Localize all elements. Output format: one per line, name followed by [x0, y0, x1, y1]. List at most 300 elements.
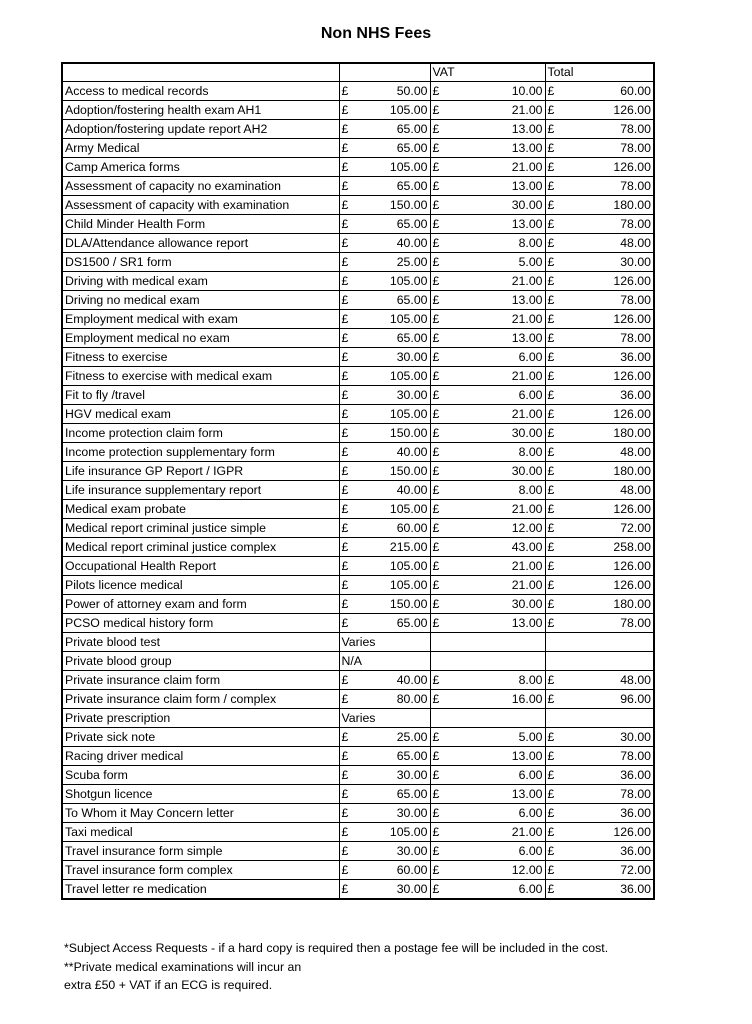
fee-total-cell — [545, 101, 654, 120]
currency-symbol: £ — [432, 787, 440, 801]
currency-symbol: £ — [432, 312, 440, 326]
fee-item-name: Driving no medical exam — [62, 291, 339, 310]
currency-symbol: £ — [341, 407, 349, 421]
fee-total-cell — [545, 804, 654, 823]
note-ecg-line-2: extra £50 + VAT if an ECG is required. — [64, 978, 273, 992]
fee-cost-cell — [339, 462, 430, 481]
currency-symbol: £ — [432, 768, 440, 782]
currency-symbol: £ — [341, 350, 349, 364]
currency-symbol: £ — [547, 350, 555, 364]
fee-vat-value: 13.00 — [511, 616, 543, 630]
fee-total-cell — [545, 785, 654, 804]
fee-cost-value: 30.00 — [396, 350, 428, 364]
currency-symbol: £ — [547, 103, 555, 117]
fee-vat-cell — [430, 595, 545, 614]
fee-cost-value: 150.00 — [389, 198, 428, 212]
table-row — [62, 709, 654, 728]
header-cost — [339, 63, 430, 82]
fee-item-name: To Whom it May Concern letter — [62, 804, 339, 823]
fee-cost-cell — [339, 405, 430, 424]
fee-total-value: 126.00 — [613, 312, 651, 326]
fee-vat-value: 30.00 — [511, 426, 543, 440]
fee-cost-cell — [339, 424, 430, 443]
fee-total-cell — [545, 177, 654, 196]
fee-vat-value: 21.00 — [511, 825, 543, 839]
fee-item-name: Life insurance supplementary report — [62, 481, 339, 500]
currency-symbol: £ — [547, 521, 555, 535]
table-row — [62, 538, 654, 557]
fee-total-value: 258.00 — [613, 540, 651, 554]
fee-total-value: 126.00 — [613, 578, 651, 592]
fee-vat-cell — [430, 519, 545, 538]
fee-vat-cell — [430, 690, 545, 709]
fee-vat-value: 43.00 — [511, 540, 543, 554]
fee-total-cell — [545, 253, 654, 272]
fee-item-name: DLA/Attendance allowance report — [62, 234, 339, 253]
currency-symbol: £ — [547, 806, 555, 820]
fee-item-name: Medical report criminal justice complex — [62, 538, 339, 557]
fee-vat-cell — [430, 310, 545, 329]
fee-vat-cell — [430, 728, 545, 747]
fee-vat-value: 13.00 — [511, 141, 543, 155]
fee-cost-value: 30.00 — [396, 806, 428, 820]
fee-cost-cell — [339, 310, 430, 329]
fee-item-name: Income protection claim form — [62, 424, 339, 443]
currency-symbol: £ — [341, 540, 349, 554]
fee-vat-cell — [430, 367, 545, 386]
currency-symbol: £ — [547, 369, 555, 383]
currency-symbol: £ — [432, 274, 440, 288]
fee-vat-cell — [430, 291, 545, 310]
currency-symbol: £ — [341, 217, 349, 231]
currency-symbol: £ — [547, 483, 555, 497]
currency-symbol: £ — [341, 179, 349, 193]
currency-symbol: £ — [432, 673, 440, 687]
currency-symbol: £ — [432, 350, 440, 364]
table-row — [62, 158, 654, 177]
fee-cost-cell — [339, 272, 430, 291]
fee-vat-cell — [430, 348, 545, 367]
fee-vat-value: 21.00 — [511, 578, 543, 592]
fee-vat-cell — [430, 329, 545, 348]
fee-item-name: HGV medical exam — [62, 405, 339, 424]
fee-item-name: Private prescription — [62, 709, 339, 728]
table-row — [62, 519, 654, 538]
currency-symbol: £ — [341, 787, 349, 801]
currency-symbol: £ — [432, 521, 440, 535]
fee-vat-cell — [430, 386, 545, 405]
currency-symbol: £ — [341, 122, 349, 136]
currency-symbol: £ — [341, 198, 349, 212]
fee-total-cell — [545, 272, 654, 291]
fee-vat-value: 8.00 — [518, 445, 543, 459]
fee-cost-cell — [339, 139, 430, 158]
fee-vat-cell — [430, 215, 545, 234]
fee-cost-cell — [339, 766, 430, 785]
fee-item-name: Power of attorney exam and form — [62, 595, 339, 614]
note-subject-access: *Subject Access Requests - if a hard copy is required then a postage fee will be included in the cost. — [64, 941, 609, 955]
header-item — [62, 63, 339, 82]
fee-cost-value: 105.00 — [389, 312, 428, 326]
currency-symbol: £ — [341, 578, 349, 592]
fee-vat-cell — [430, 405, 545, 424]
fee-cost-cell — [339, 481, 430, 500]
fee-cost-value: 65.00 — [396, 141, 428, 155]
currency-symbol: £ — [432, 198, 440, 212]
fee-cost-value: 150.00 — [389, 426, 428, 440]
fee-total-value: 180.00 — [613, 198, 651, 212]
fee-vat-value: 6.00 — [518, 806, 543, 820]
fee-cost-cell — [339, 253, 430, 272]
fee-cost-cell — [339, 804, 430, 823]
currency-symbol: £ — [341, 730, 349, 744]
currency-symbol: £ — [341, 673, 349, 687]
table-row — [62, 861, 654, 880]
currency-symbol: £ — [341, 331, 349, 345]
fee-cost-value: 65.00 — [396, 217, 428, 231]
fee-total-value: 48.00 — [620, 236, 651, 250]
table-row — [62, 823, 654, 842]
currency-symbol: £ — [432, 730, 440, 744]
fee-vat-value: 21.00 — [511, 407, 543, 421]
fee-total-cell — [545, 595, 654, 614]
fee-vat-value: 6.00 — [518, 388, 543, 402]
table-row — [62, 272, 654, 291]
currency-symbol: £ — [432, 331, 440, 345]
fee-vat-empty — [430, 709, 545, 728]
table-row — [62, 367, 654, 386]
currency-symbol: £ — [547, 198, 555, 212]
table-row — [62, 671, 654, 690]
fee-total-cell — [545, 462, 654, 481]
fee-vat-cell — [430, 747, 545, 766]
currency-symbol: £ — [547, 293, 555, 307]
fee-cost-cell — [339, 557, 430, 576]
table-row — [62, 652, 654, 671]
currency-symbol: £ — [547, 882, 555, 896]
fee-cost-value: 40.00 — [396, 445, 428, 459]
fee-cost-cell — [339, 576, 430, 595]
fee-vat-cell — [430, 861, 545, 880]
fee-vat-cell — [430, 481, 545, 500]
fee-item-name: Assessment of capacity no examination — [62, 177, 339, 196]
fee-cost-value: 65.00 — [396, 293, 428, 307]
currency-symbol: £ — [341, 521, 349, 535]
fee-cost-cell — [339, 291, 430, 310]
currency-symbol: £ — [341, 312, 349, 326]
fee-item-name: Medical report criminal justice simple — [62, 519, 339, 538]
fee-item-name: Child Minder Health Form — [62, 215, 339, 234]
table-row — [62, 120, 654, 139]
currency-symbol: £ — [432, 369, 440, 383]
currency-symbol: £ — [547, 407, 555, 421]
table-row — [62, 842, 654, 861]
fee-cost-cell — [339, 861, 430, 880]
fee-vat-value: 13.00 — [511, 179, 543, 193]
fee-cost-cell — [339, 215, 430, 234]
fee-vat-cell — [430, 234, 545, 253]
fees-table-body — [62, 63, 654, 899]
currency-symbol: £ — [547, 84, 555, 98]
currency-symbol: £ — [547, 559, 555, 573]
fee-total-cell — [545, 386, 654, 405]
fee-vat-empty — [430, 652, 545, 671]
table-row — [62, 405, 654, 424]
fee-item-name: Travel insurance form complex — [62, 861, 339, 880]
currency-symbol: £ — [547, 540, 555, 554]
currency-symbol: £ — [432, 825, 440, 839]
table-row — [62, 785, 654, 804]
fee-cost-value: 65.00 — [396, 331, 428, 345]
currency-symbol: £ — [341, 502, 349, 516]
fee-item-name: Camp America forms — [62, 158, 339, 177]
fee-vat-cell — [430, 101, 545, 120]
currency-symbol: £ — [547, 236, 555, 250]
fee-vat-value: 21.00 — [511, 559, 543, 573]
table-row — [62, 614, 654, 633]
fee-cost-cell — [339, 538, 430, 557]
fee-cost-value: 150.00 — [389, 464, 428, 478]
fee-cost-value: 105.00 — [389, 369, 428, 383]
currency-symbol: £ — [341, 768, 349, 782]
fee-vat-value: 21.00 — [511, 160, 543, 174]
fee-vat-value: 5.00 — [518, 255, 543, 269]
table-row — [62, 690, 654, 709]
currency-symbol: £ — [341, 160, 349, 174]
fee-item-name: Travel letter re medication — [62, 880, 339, 900]
fee-item-name: Fitness to exercise with medical exam — [62, 367, 339, 386]
fee-vat-value: 21.00 — [511, 502, 543, 516]
table-row — [62, 481, 654, 500]
fee-total-cell — [545, 557, 654, 576]
currency-symbol: £ — [432, 882, 440, 896]
fee-total-cell — [545, 310, 654, 329]
fee-item-name: Shotgun licence — [62, 785, 339, 804]
fee-vat-value: 21.00 — [511, 312, 543, 326]
table-row — [62, 443, 654, 462]
table-row — [62, 291, 654, 310]
currency-symbol: £ — [341, 388, 349, 402]
currency-symbol: £ — [432, 749, 440, 763]
currency-symbol: £ — [341, 597, 349, 611]
currency-symbol: £ — [341, 293, 349, 307]
fee-vat-cell — [430, 614, 545, 633]
fee-cost-cell — [339, 120, 430, 139]
fee-vat-cell — [430, 177, 545, 196]
fee-cost-cell — [339, 367, 430, 386]
fee-item-name: DS1500 / SR1 form — [62, 253, 339, 272]
currency-symbol: £ — [547, 749, 555, 763]
fee-vat-value: 16.00 — [511, 692, 543, 706]
fee-item-name: Taxi medical — [62, 823, 339, 842]
fee-item-name: Income protection supplementary form — [62, 443, 339, 462]
fee-cost-cell — [339, 519, 430, 538]
fees-table — [61, 62, 655, 900]
table-row — [62, 234, 654, 253]
fee-cost-value: 30.00 — [396, 844, 428, 858]
currency-symbol: £ — [432, 863, 440, 877]
fee-vat-value: 13.00 — [511, 787, 543, 801]
currency-symbol: £ — [341, 141, 349, 155]
table-row — [62, 215, 654, 234]
currency-symbol: £ — [547, 160, 555, 174]
fee-cost-cell — [339, 196, 430, 215]
currency-symbol: £ — [547, 388, 555, 402]
fee-vat-value: 6.00 — [518, 844, 543, 858]
fee-cost-cell — [339, 823, 430, 842]
fee-cost-value: 30.00 — [396, 388, 428, 402]
table-row — [62, 139, 654, 158]
fee-item-name: Racing driver medical — [62, 747, 339, 766]
fee-cost-value: 105.00 — [389, 825, 428, 839]
table-row — [62, 253, 654, 272]
fee-total-value: 36.00 — [620, 768, 651, 782]
fee-total-empty — [545, 633, 654, 652]
currency-symbol: £ — [547, 502, 555, 516]
currency-symbol: £ — [341, 84, 349, 98]
fee-item-name: Adoption/fostering update report AH2 — [62, 120, 339, 139]
fee-cost-text: N/A — [339, 652, 430, 671]
fee-cost-value: 60.00 — [396, 863, 428, 877]
fee-total-value: 126.00 — [613, 274, 651, 288]
fee-cost-value: 40.00 — [396, 483, 428, 497]
fee-cost-value: 40.00 — [396, 236, 428, 250]
currency-symbol: £ — [547, 445, 555, 459]
fee-vat-cell — [430, 424, 545, 443]
fee-total-value: 78.00 — [620, 141, 651, 155]
currency-symbol: £ — [432, 844, 440, 858]
currency-symbol: £ — [432, 445, 440, 459]
currency-symbol: £ — [547, 331, 555, 345]
fee-cost-value: 65.00 — [396, 616, 428, 630]
currency-symbol: £ — [547, 863, 555, 877]
fee-total-value: 48.00 — [620, 673, 651, 687]
currency-symbol: £ — [547, 673, 555, 687]
fee-item-name: Employment medical with exam — [62, 310, 339, 329]
fee-cost-value: 105.00 — [389, 160, 428, 174]
currency-symbol: £ — [547, 730, 555, 744]
fee-item-name: Occupational Health Report — [62, 557, 339, 576]
fee-cost-cell — [339, 785, 430, 804]
fee-vat-value: 12.00 — [511, 521, 543, 535]
fee-cost-cell — [339, 348, 430, 367]
page-title: Non NHS Fees — [320, 25, 432, 42]
fee-vat-cell — [430, 272, 545, 291]
table-row — [62, 500, 654, 519]
fee-vat-cell — [430, 82, 545, 101]
currency-symbol: £ — [432, 502, 440, 516]
table-row — [62, 633, 654, 652]
currency-symbol: £ — [432, 293, 440, 307]
currency-symbol: £ — [432, 597, 440, 611]
table-row — [62, 177, 654, 196]
fee-cost-value: 105.00 — [389, 407, 428, 421]
currency-symbol: £ — [432, 806, 440, 820]
fee-vat-value: 13.00 — [511, 217, 543, 231]
currency-symbol: £ — [341, 274, 349, 288]
header-vat: VAT — [430, 63, 545, 82]
fee-vat-cell — [430, 500, 545, 519]
currency-symbol: £ — [432, 103, 440, 117]
fee-cost-value: 60.00 — [396, 521, 428, 535]
currency-symbol: £ — [547, 597, 555, 611]
table-row — [62, 462, 654, 481]
currency-symbol: £ — [547, 844, 555, 858]
fee-total-value: 78.00 — [620, 787, 651, 801]
fee-cost-cell — [339, 880, 430, 900]
fee-vat-value: 30.00 — [511, 464, 543, 478]
currency-symbol: £ — [547, 578, 555, 592]
fee-cost-cell — [339, 728, 430, 747]
table-row — [62, 348, 654, 367]
fee-total-value: 126.00 — [613, 103, 651, 117]
fee-cost-text: Varies — [339, 633, 430, 652]
fee-total-cell — [545, 424, 654, 443]
fee-cost-cell — [339, 671, 430, 690]
currency-symbol: £ — [547, 274, 555, 288]
fee-cost-value: 65.00 — [396, 749, 428, 763]
fee-vat-empty — [430, 633, 545, 652]
fee-vat-value: 30.00 — [511, 597, 543, 611]
fee-cost-value: 25.00 — [396, 255, 428, 269]
fee-total-value: 78.00 — [620, 217, 651, 231]
fee-item-name: Private insurance claim form — [62, 671, 339, 690]
currency-symbol: £ — [341, 426, 349, 440]
fee-total-value: 126.00 — [613, 160, 651, 174]
table-row — [62, 329, 654, 348]
fee-item-name: Private blood group — [62, 652, 339, 671]
currency-symbol: £ — [547, 768, 555, 782]
table-row — [62, 595, 654, 614]
table-row — [62, 424, 654, 443]
fee-cost-value: 105.00 — [389, 103, 428, 117]
fee-cost-value: 105.00 — [389, 274, 428, 288]
fee-total-cell — [545, 158, 654, 177]
currency-symbol: £ — [341, 236, 349, 250]
fee-total-cell — [545, 500, 654, 519]
fee-vat-value: 6.00 — [518, 768, 543, 782]
fee-vat-cell — [430, 880, 545, 900]
fee-total-cell — [545, 690, 654, 709]
fee-cost-cell — [339, 234, 430, 253]
fee-total-cell — [545, 367, 654, 386]
fee-total-value: 180.00 — [613, 426, 651, 440]
fee-vat-value: 30.00 — [511, 198, 543, 212]
fee-total-value: 180.00 — [613, 464, 651, 478]
fee-total-value: 30.00 — [620, 730, 651, 744]
fee-item-name: Employment medical no exam — [62, 329, 339, 348]
fee-vat-cell — [430, 576, 545, 595]
fee-total-cell — [545, 747, 654, 766]
currency-symbol: £ — [432, 464, 440, 478]
currency-symbol: £ — [547, 122, 555, 136]
fee-total-value: 78.00 — [620, 331, 651, 345]
table-row — [62, 310, 654, 329]
fee-total-value: 78.00 — [620, 616, 651, 630]
currency-symbol: £ — [547, 787, 555, 801]
fee-total-value: 30.00 — [620, 255, 651, 269]
fee-vat-cell — [430, 785, 545, 804]
fee-cost-value: 40.00 — [396, 673, 428, 687]
fee-cost-cell — [339, 101, 430, 120]
fee-item-name: Life insurance GP Report / IGPR — [62, 462, 339, 481]
currency-symbol: £ — [341, 464, 349, 478]
currency-symbol: £ — [547, 255, 555, 269]
table-row — [62, 82, 654, 101]
table-row — [62, 386, 654, 405]
currency-symbol: £ — [432, 236, 440, 250]
fee-total-cell — [545, 196, 654, 215]
